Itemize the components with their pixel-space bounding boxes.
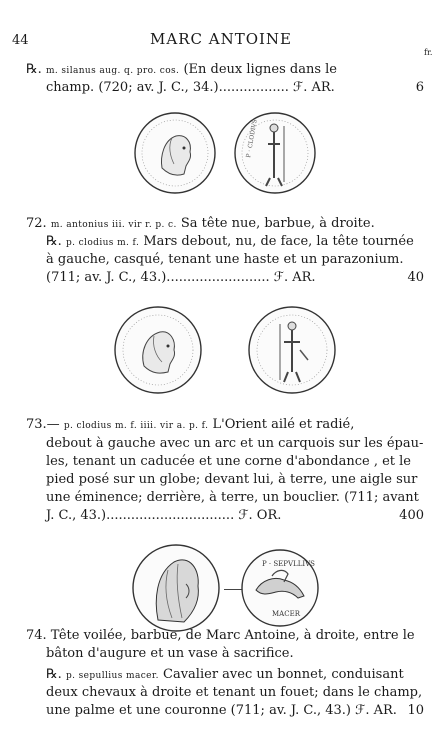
entry-73-line-1: 73.— p. clodius m. f. iiii. vir a. p. f. L'Orient ailé et radié, (26, 417, 355, 432)
entry-74-line-4: deux chevaux à droite et tenant un fouet; dans le champ, (46, 685, 423, 700)
svg-text:P · CLODIVS: P · CLODIVS (245, 118, 259, 159)
coin-72-top-obverse (130, 108, 220, 198)
entry-top-price: 6 (415, 80, 424, 95)
svg-text:P · SEPVLLIVS: P · SEPVLLIVS (262, 560, 315, 568)
entry-72-line-2: ℞. p. clodius m. f. Mars debout, nu, de face, la tête tournée (46, 234, 414, 249)
svg-text:MACER: MACER (272, 610, 300, 618)
entry-73-line-5: une éminence; derrière, à terre, un bouclier. (711; avant (46, 490, 419, 505)
entry-74-line-2: bâton d'augure et un vase à sacrifice. (46, 646, 294, 661)
coin-74-reverse (238, 546, 322, 630)
entry-top-line-1: ℞. m. silanus aug. q. pro. cos. (En deux lignes dans le (26, 62, 337, 77)
entry-top-line-2: champ. (720; av. J. C., 34.)................. ℱ. AR. (46, 80, 335, 95)
entry-72-line-1: 72. m. antonius iii. vir r. p. c. Sa tête nue, barbue, à droite. (26, 216, 375, 231)
entry-74-line-5: une palme et une couronne (711; av. J. C., 43.) ℱ. AR. (46, 703, 397, 718)
entry-73-line-6: J. C., 43.)............................... ℱ. OR. (46, 508, 282, 523)
entry-72-price: 40 (407, 270, 424, 285)
entry-73-line-2: debout à gauche avec un arc et un carquois sur les épau- (46, 436, 424, 451)
entry-73-line-4: pied posé sur un globe; devant lui, à terre, une aigle sur (46, 472, 418, 487)
corner-mark: fr. (424, 48, 433, 57)
coin-74-obverse (128, 540, 224, 636)
coin-72-obverse (110, 302, 206, 398)
entry-74-line-1: 74. Tête voilée, barbue, de Marc Antoine, à droite, entre le (26, 628, 415, 643)
entry-72-line-3: à gauche, casqué, tenant une haste et un parazonium. (46, 252, 404, 267)
coin-72-top-reverse (230, 108, 320, 198)
running-title: MARC ANTOINE (150, 30, 292, 48)
entry-74-price: 10 (407, 703, 424, 718)
entry-73-price: 400 (399, 508, 424, 523)
entry-72-line-4: (711; av. J. C., 43.)......................... ℱ. AR. (46, 270, 316, 285)
entry-73-line-3: les, tenant un caducée et une corne d'abondance , et le (46, 454, 411, 469)
coin-72-reverse (244, 302, 340, 398)
page-number: 44 (12, 33, 29, 48)
entry-74-line-3: ℞. p. sepullius macer. Cavalier avec un bonnet, conduisant (46, 667, 404, 682)
